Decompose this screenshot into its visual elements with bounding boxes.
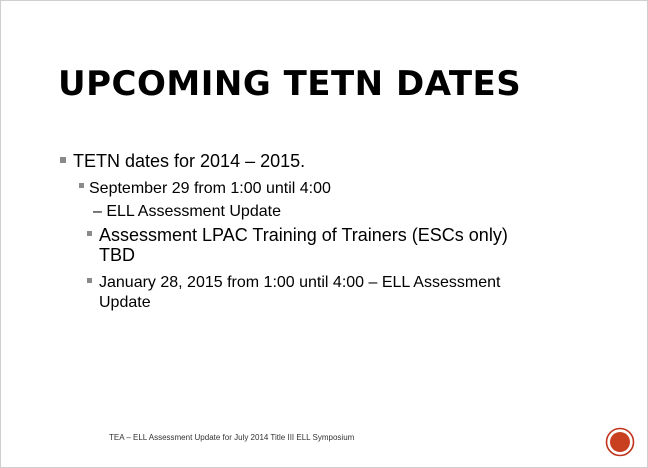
square-bullet-icon xyxy=(87,278,92,283)
bullet-text: January 28, 2015 from 1:00 until 4:00 – ELL Assessment xyxy=(99,274,501,291)
bullet-continuation: Update xyxy=(99,294,151,311)
bullet-level1 xyxy=(60,151,305,172)
bullet-continuation: – ELL Assessment Update xyxy=(93,203,281,220)
bullet-level2 xyxy=(79,177,331,223)
square-bullet-icon xyxy=(60,157,66,163)
bullet-text: September 29 from 1:00 until 4:00 xyxy=(89,180,331,197)
bullet-level2 xyxy=(87,273,500,313)
bullet-text: Assessment LPAC Training of Trainers (ESCs only) xyxy=(99,225,508,245)
square-bullet-icon xyxy=(79,183,84,188)
bullet-text: TETN dates for 2014 – 2015. xyxy=(73,151,306,171)
bullet-continuation: TBD xyxy=(99,245,135,265)
circle-logo-icon xyxy=(605,427,635,457)
slide-footer: TEA – ELL Assessment Update for July 2014 Title III ELL Symposium xyxy=(109,433,355,442)
bullet-level2 xyxy=(87,225,508,265)
square-bullet-icon xyxy=(87,231,92,236)
slide-title: UPCOMING TETN DATES xyxy=(58,64,522,104)
